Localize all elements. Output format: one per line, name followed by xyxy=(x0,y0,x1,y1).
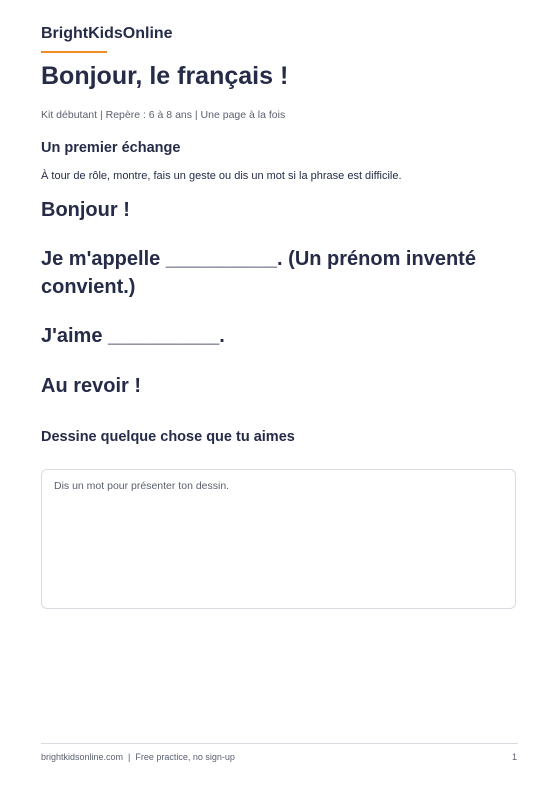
phrase-like: J'aime __________. xyxy=(41,325,225,347)
brand-name: BrightKidsOnline xyxy=(41,25,173,42)
section-heading-drawing: Dessine quelque chose que tu aimes xyxy=(41,429,295,445)
section-heading-exchange: Un premier échange xyxy=(41,140,181,156)
footer-text: brightkidsonline.com | Free practice, no sign-up xyxy=(41,752,235,762)
drawing-prompt: Dis un mot pour présenter ton dessin. xyxy=(54,480,230,492)
exchange-instruction: À tour de rôle, montre, fais un geste ou dis un mot si la phrase est difficile. xyxy=(41,170,402,182)
brand-underline xyxy=(41,51,107,53)
page-number: 1 xyxy=(511,752,517,762)
phrase-hello: Bonjour ! xyxy=(41,199,130,221)
phrase-goodbye: Au revoir ! xyxy=(41,375,142,397)
page-title: Bonjour, le français ! xyxy=(41,62,289,90)
drawing-area[interactable] xyxy=(41,469,516,609)
phrase-name: Je m'appelle __________. (Un prénom inventé convient.) xyxy=(41,248,476,298)
page-meta: Kit débutant | Repère : 6 à 8 ans | Une page à la fois xyxy=(41,109,286,121)
footer-divider xyxy=(41,743,518,744)
